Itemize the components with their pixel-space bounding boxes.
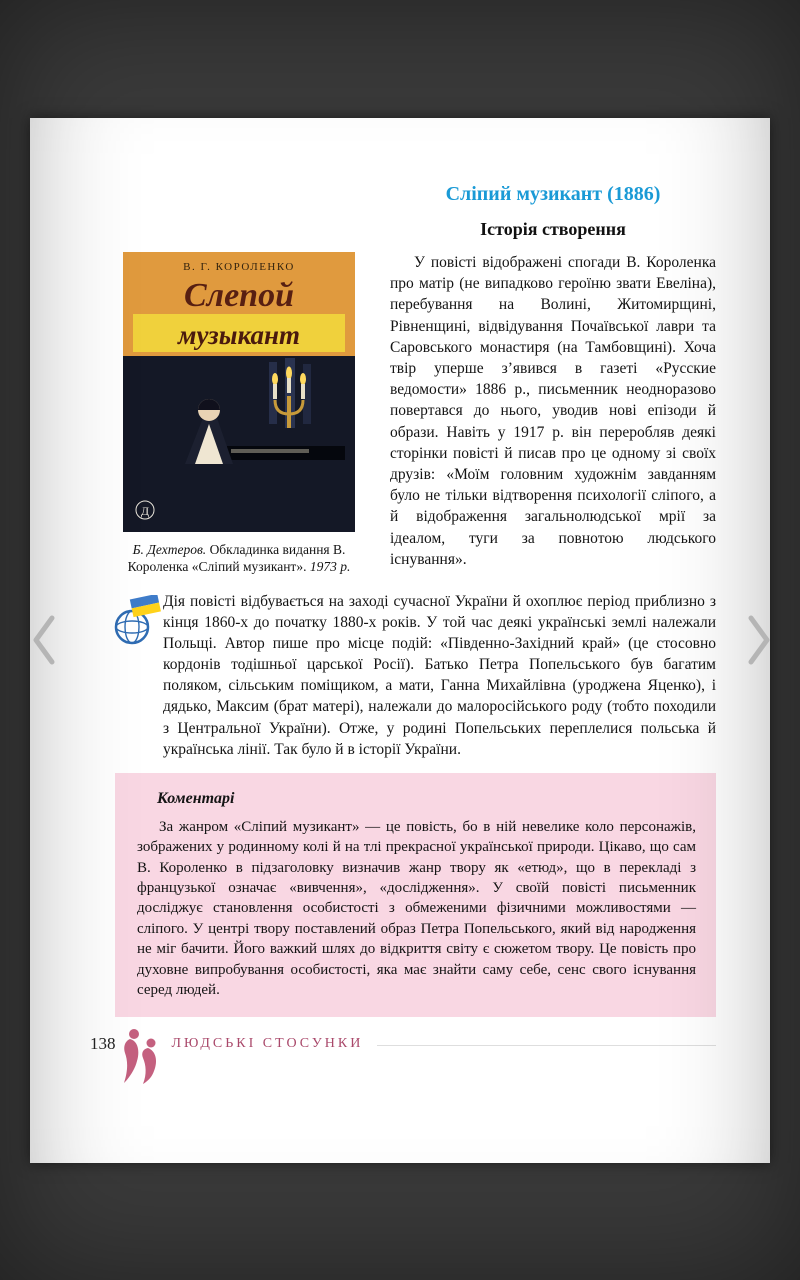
book-cover-image bbox=[123, 252, 355, 532]
chevron-right-icon bbox=[746, 612, 772, 668]
next-page-button[interactable] bbox=[746, 612, 772, 668]
section-subtitle: Історія створення bbox=[480, 219, 626, 239]
comments-box bbox=[115, 773, 716, 1018]
cover-title-word1: Слепой bbox=[183, 277, 295, 314]
footer-rule bbox=[377, 1045, 716, 1046]
geo-icon-box bbox=[90, 591, 163, 760]
cover-title-word2: музыкант bbox=[178, 320, 300, 350]
page-number: 138 bbox=[90, 1034, 116, 1054]
intro-paragraph: У повісті відображені спогади В. Короленка про матір (не випадково героїню звати Евеліна), перебування на Волині, Житомирщині, Рівненщині, відвідування Почаївської лаври та Саровського монастиря (на Тамбовщині). Хоча твір уперше з’явився в газеті «Русские ведомости» 1886 р., письменник неодноразово повертався до нього, уводив нові епізоди й образи. Навіть у 1917 р. він переробляв деякі сторінки повісті й писав про це одному зі своїх друзів: «Моїм головним художнім завданням було не тільки відтворення психології сліпого, а й відображення загальнолюдської мрії за ідеалом, туги за повнотою людського існування». bbox=[390, 254, 716, 568]
page-title: Сліпий музикант (1886) bbox=[445, 183, 661, 205]
book-page bbox=[30, 118, 770, 1163]
geo-note-textblock bbox=[163, 591, 716, 760]
comments-heading: Коментарі bbox=[157, 789, 235, 807]
intro-column bbox=[390, 252, 716, 575]
cover-caption bbox=[113, 541, 365, 575]
geo-note-paragraph: Дія повісті відбувається на заході сучасної України й охоплює період приблизно з кінця 1860-х до початку 1880-х років. У той час деякі українські землі належали Польщі. Автор пише про місце подій: «Південно-Західний край» (це стосовно кордонів тодішньої царської Росії). Батько Петра Попельського був багатим поляком, сільським поміщиком, а мати, Ганна Михайлівна (уроджена Яценко), і дядько, Максим (брат матері), належали до малоросійського роду (тобто походили з Центральної України). Отже, у родині Попельських переплелися польська й українська лінії. Так було й в історії України. bbox=[163, 593, 716, 758]
geo-note-section bbox=[90, 591, 716, 760]
ukraine-flag-icon bbox=[130, 595, 161, 617]
main-columns bbox=[90, 252, 716, 575]
svg-text:Д: Д bbox=[140, 504, 150, 518]
caption-artist: Б. Дехтеров. bbox=[132, 542, 207, 557]
globe-ukraine-icon bbox=[111, 595, 163, 647]
chevron-left-icon bbox=[31, 612, 57, 668]
rubric-logo-icon bbox=[118, 1027, 164, 1085]
caption-text: Обкладинка видання В. Короленка «Сліпий музикант». bbox=[127, 542, 346, 574]
rubric-title: ЛЮДСЬКІ СТОСУНКИ bbox=[171, 1036, 364, 1052]
page-footer bbox=[90, 1027, 716, 1085]
page-header bbox=[390, 182, 716, 240]
comments-paragraph: За жанром «Сліпий музикант» — це повість, бо в ній невелике коло персонажів, зображених у родинному колі й на тлі прекрасної української природи. Цікаво, що сам В. Короленко в підзаголовку визначив жанр твору як «етюд», що в перекладі з французької означає «вивчення», «дослідження». У своїй повісті письменник досліджує становлення особистості з обмеженими фізичними можливостями — сліпого. У центрі твору поставлений образ Петра Попельського, який від народження не міг бачити. Його важкий шлях до відкриття світу є сюжетом твору. Це повість про духовне випробування особистості, яка має знайти саму себе, сенс свого існування серед людей. bbox=[137, 818, 696, 998]
cover-author-text: В. Г. КОРОЛЕНКО bbox=[183, 261, 295, 273]
caption-year: 1973 р. bbox=[309, 559, 351, 574]
book-cover-figure bbox=[90, 252, 390, 575]
prev-page-button[interactable] bbox=[31, 612, 57, 668]
